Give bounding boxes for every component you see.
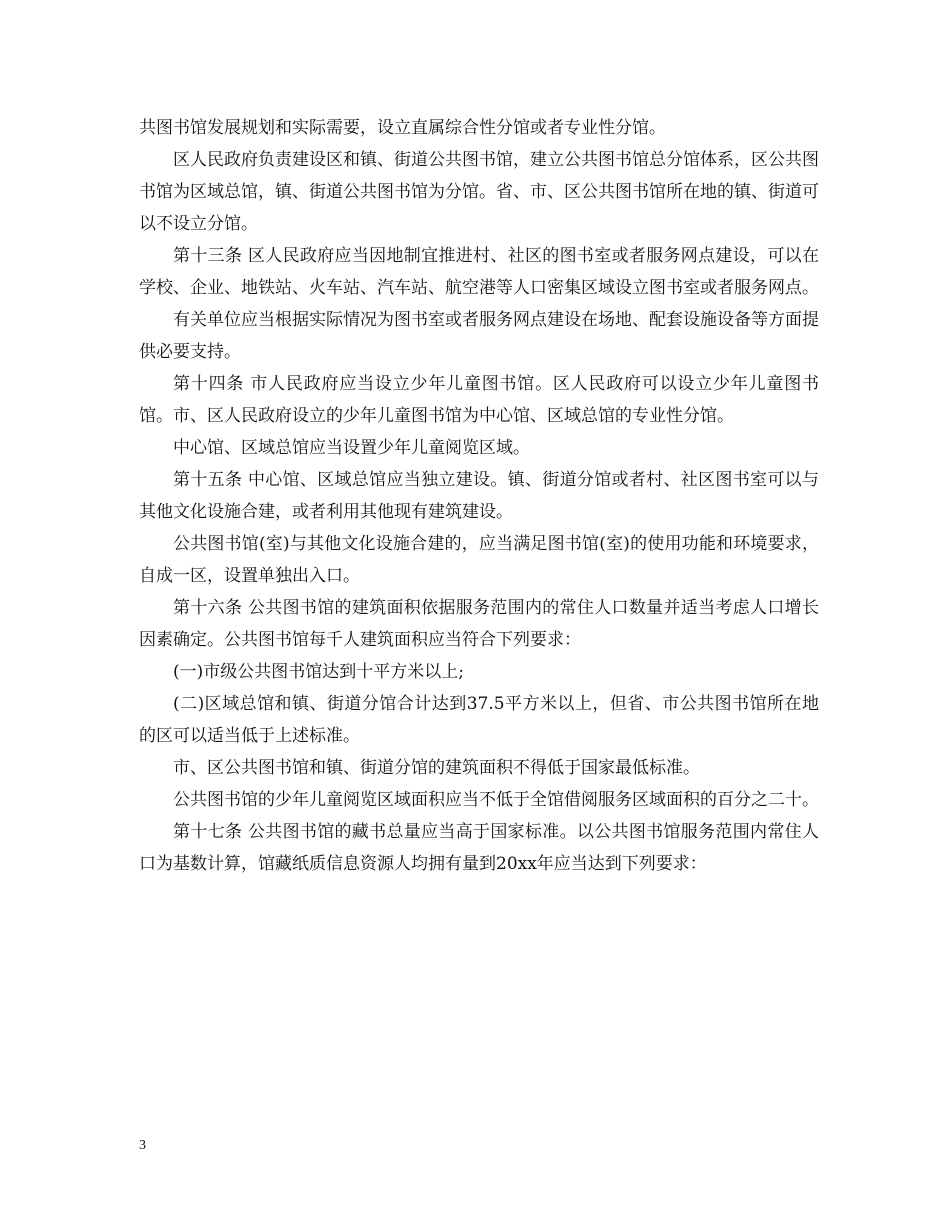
paragraph-article-14: 第十四条 市人民政府应当设立少年儿童图书馆。区人民政府可以设立少年儿童图书馆。市、区人民政府设立的少年儿童图书馆为中心馆、区域总馆的专业性分馆。 [139, 374, 819, 426]
paragraph-13: 公共图书馆的少年儿童阅览区域面积应当不低于全馆借阅服务区域面积的百分之二十。 [173, 790, 819, 810]
paragraph-1: 共图书馆发展规划和实际需要，设立直属综合性分馆或者专业性分馆。 [139, 118, 666, 138]
list-item-2: (二)区域总馆和镇、街道分馆合计达到37.5平方米以上，但省、市公共图书馆所在地的区可以适当低于上述标准。 [139, 694, 819, 746]
paragraph-article-17: 第十七条 公共图书馆的藏书总量应当高于国家标准。以公共图书馆服务范围内常住人口为基数计算，馆藏纸质信息资源人均拥有量到20xx年应当达到下列要求： [139, 822, 819, 874]
paragraph-2: 区人民政府负责建设区和镇、街道公共图书馆，建立公共图书馆总分馆体系，区公共图书馆为区域总馆，镇、街道公共图书馆为分馆。省、市、区公共图书馆所在地的镇、街道可以不设立分馆。 [139, 150, 819, 234]
paragraph-4: 有关单位应当根据实际情况为图书室或者服务网点建设在场地、配套设施设备等方面提供必要支持。 [139, 310, 819, 362]
document-body [139, 112, 819, 880]
paragraph-article-16: 第十六条 公共图书馆的建筑面积依据服务范围内的常住人口数量并适当考虑人口增长因素确定。公共图书馆每千人建筑面积应当符合下列要求： [139, 598, 819, 650]
paragraph-article-15: 第十五条 中心馆、区域总馆应当独立建设。镇、街道分馆或者村、社区图书室可以与其他文化设施合建，或者利用其他现有建筑建设。 [139, 470, 819, 522]
list-item-1: (一)市级公共图书馆达到十平方米以上; [173, 662, 464, 682]
paragraph-8: 公共图书馆(室)与其他文化设施合建的，应当满足图书馆(室)的使用功能和环境要求，自成一区，设置单独出入口。 [139, 534, 819, 586]
page-number: 3 [139, 1138, 146, 1153]
paragraph-12: 市、区公共图书馆和镇、街道分馆的建筑面积不得低于国家最低标准。 [173, 758, 700, 778]
paragraph-6: 中心馆、区域总馆应当设置少年儿童阅览区域。 [173, 438, 530, 458]
paragraph-article-13: 第十三条 区人民政府应当因地制宜推进村、社区的图书室或者服务网点建设，可以在学校、企业、地铁站、火车站、汽车站、航空港等人口密集区域设立图书室或者服务网点。 [139, 246, 819, 298]
